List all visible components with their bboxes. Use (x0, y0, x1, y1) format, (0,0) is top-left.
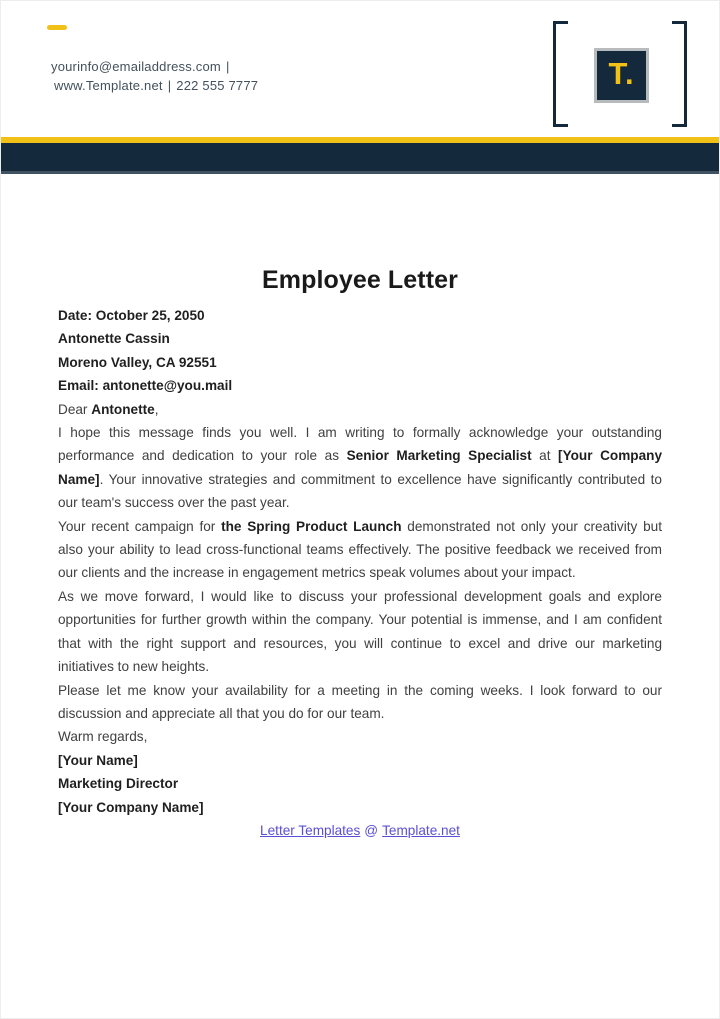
contact-info (51, 57, 258, 95)
recipient-email: Email: antonette@you.mail (58, 378, 233, 394)
footer-separator: @ (364, 822, 379, 838)
bracket-right-icon (674, 21, 687, 127)
paragraph-1: I hope this message finds you well. I am writing to formally acknowledge your outstanding performance and dedication to your role as Senior Marketing Specialist at [Your Company Name]. Your innovative strategies and commitment to excellence have significantly contributed to our team's success over the past year. (58, 425, 663, 511)
salutation (58, 398, 662, 421)
contact-line-2 (51, 76, 258, 95)
salutation-comma: , (154, 401, 159, 417)
letter-templates-link[interactable]: Letter Templates (260, 822, 361, 838)
sender-name: [Your Name] (58, 752, 138, 768)
bracket-left-icon (553, 21, 566, 127)
logo-mark (594, 48, 649, 103)
contact-website: www.Template.net (54, 78, 163, 93)
contact-email: yourinfo@emailaddress.com (51, 59, 221, 74)
sender-title: Marketing Director (58, 776, 179, 792)
accent-dash-icon (47, 25, 67, 30)
contact-line-1 (51, 57, 258, 76)
navy-band (1, 143, 719, 174)
sender-company: [Your Company Name] (58, 799, 204, 815)
closing: Warm regards, (58, 729, 148, 745)
company-name-highlight: [Your Company Name] (58, 448, 663, 487)
contact-separator: | (167, 78, 172, 93)
footer-credit (58, 819, 662, 842)
contact-phone: 222 555 7777 (176, 78, 259, 93)
paragraph-3: As we move forward, I would like to discuss your professional development goals and explore opportunities for further growth within the company. Your potential is immense, and I am confident that with the right support and resources, you will continue to excel and drive our marketing initiatives to new heights. (58, 588, 662, 675)
recipient-address: Moreno Valley, CA 92551 (58, 354, 217, 370)
brand-logo (553, 21, 687, 127)
campaign-highlight: the Spring Product Launch (221, 518, 402, 534)
salutation-name: Antonette (91, 401, 155, 417)
job-title-highlight: Senior Marketing Specialist (346, 448, 532, 464)
letter-body (58, 266, 662, 842)
logo-letter: T. (608, 56, 635, 91)
contact-separator: | (225, 59, 230, 74)
salutation-prefix: Dear (58, 401, 92, 417)
template-net-link[interactable]: Template.net (382, 822, 460, 838)
letter-date: Date: October 25, 2050 (58, 308, 205, 323)
paragraph-2: Your recent campaign for the Spring Product Launch demonstrated not only your creativity but also your ability to lead cross-functional teams effectively. The positive feedback we received from our clients and the increase in engagement metrics speak volumes about your impact. (58, 518, 662, 581)
letter-title: Employee Letter (261, 266, 458, 294)
paragraph-4: Please let me know your availability for a meeting in the coming weeks. I look forward to our discussion and appreciate all that you do for our team. (58, 682, 662, 721)
recipient-name: Antonette Cassin (58, 331, 170, 347)
